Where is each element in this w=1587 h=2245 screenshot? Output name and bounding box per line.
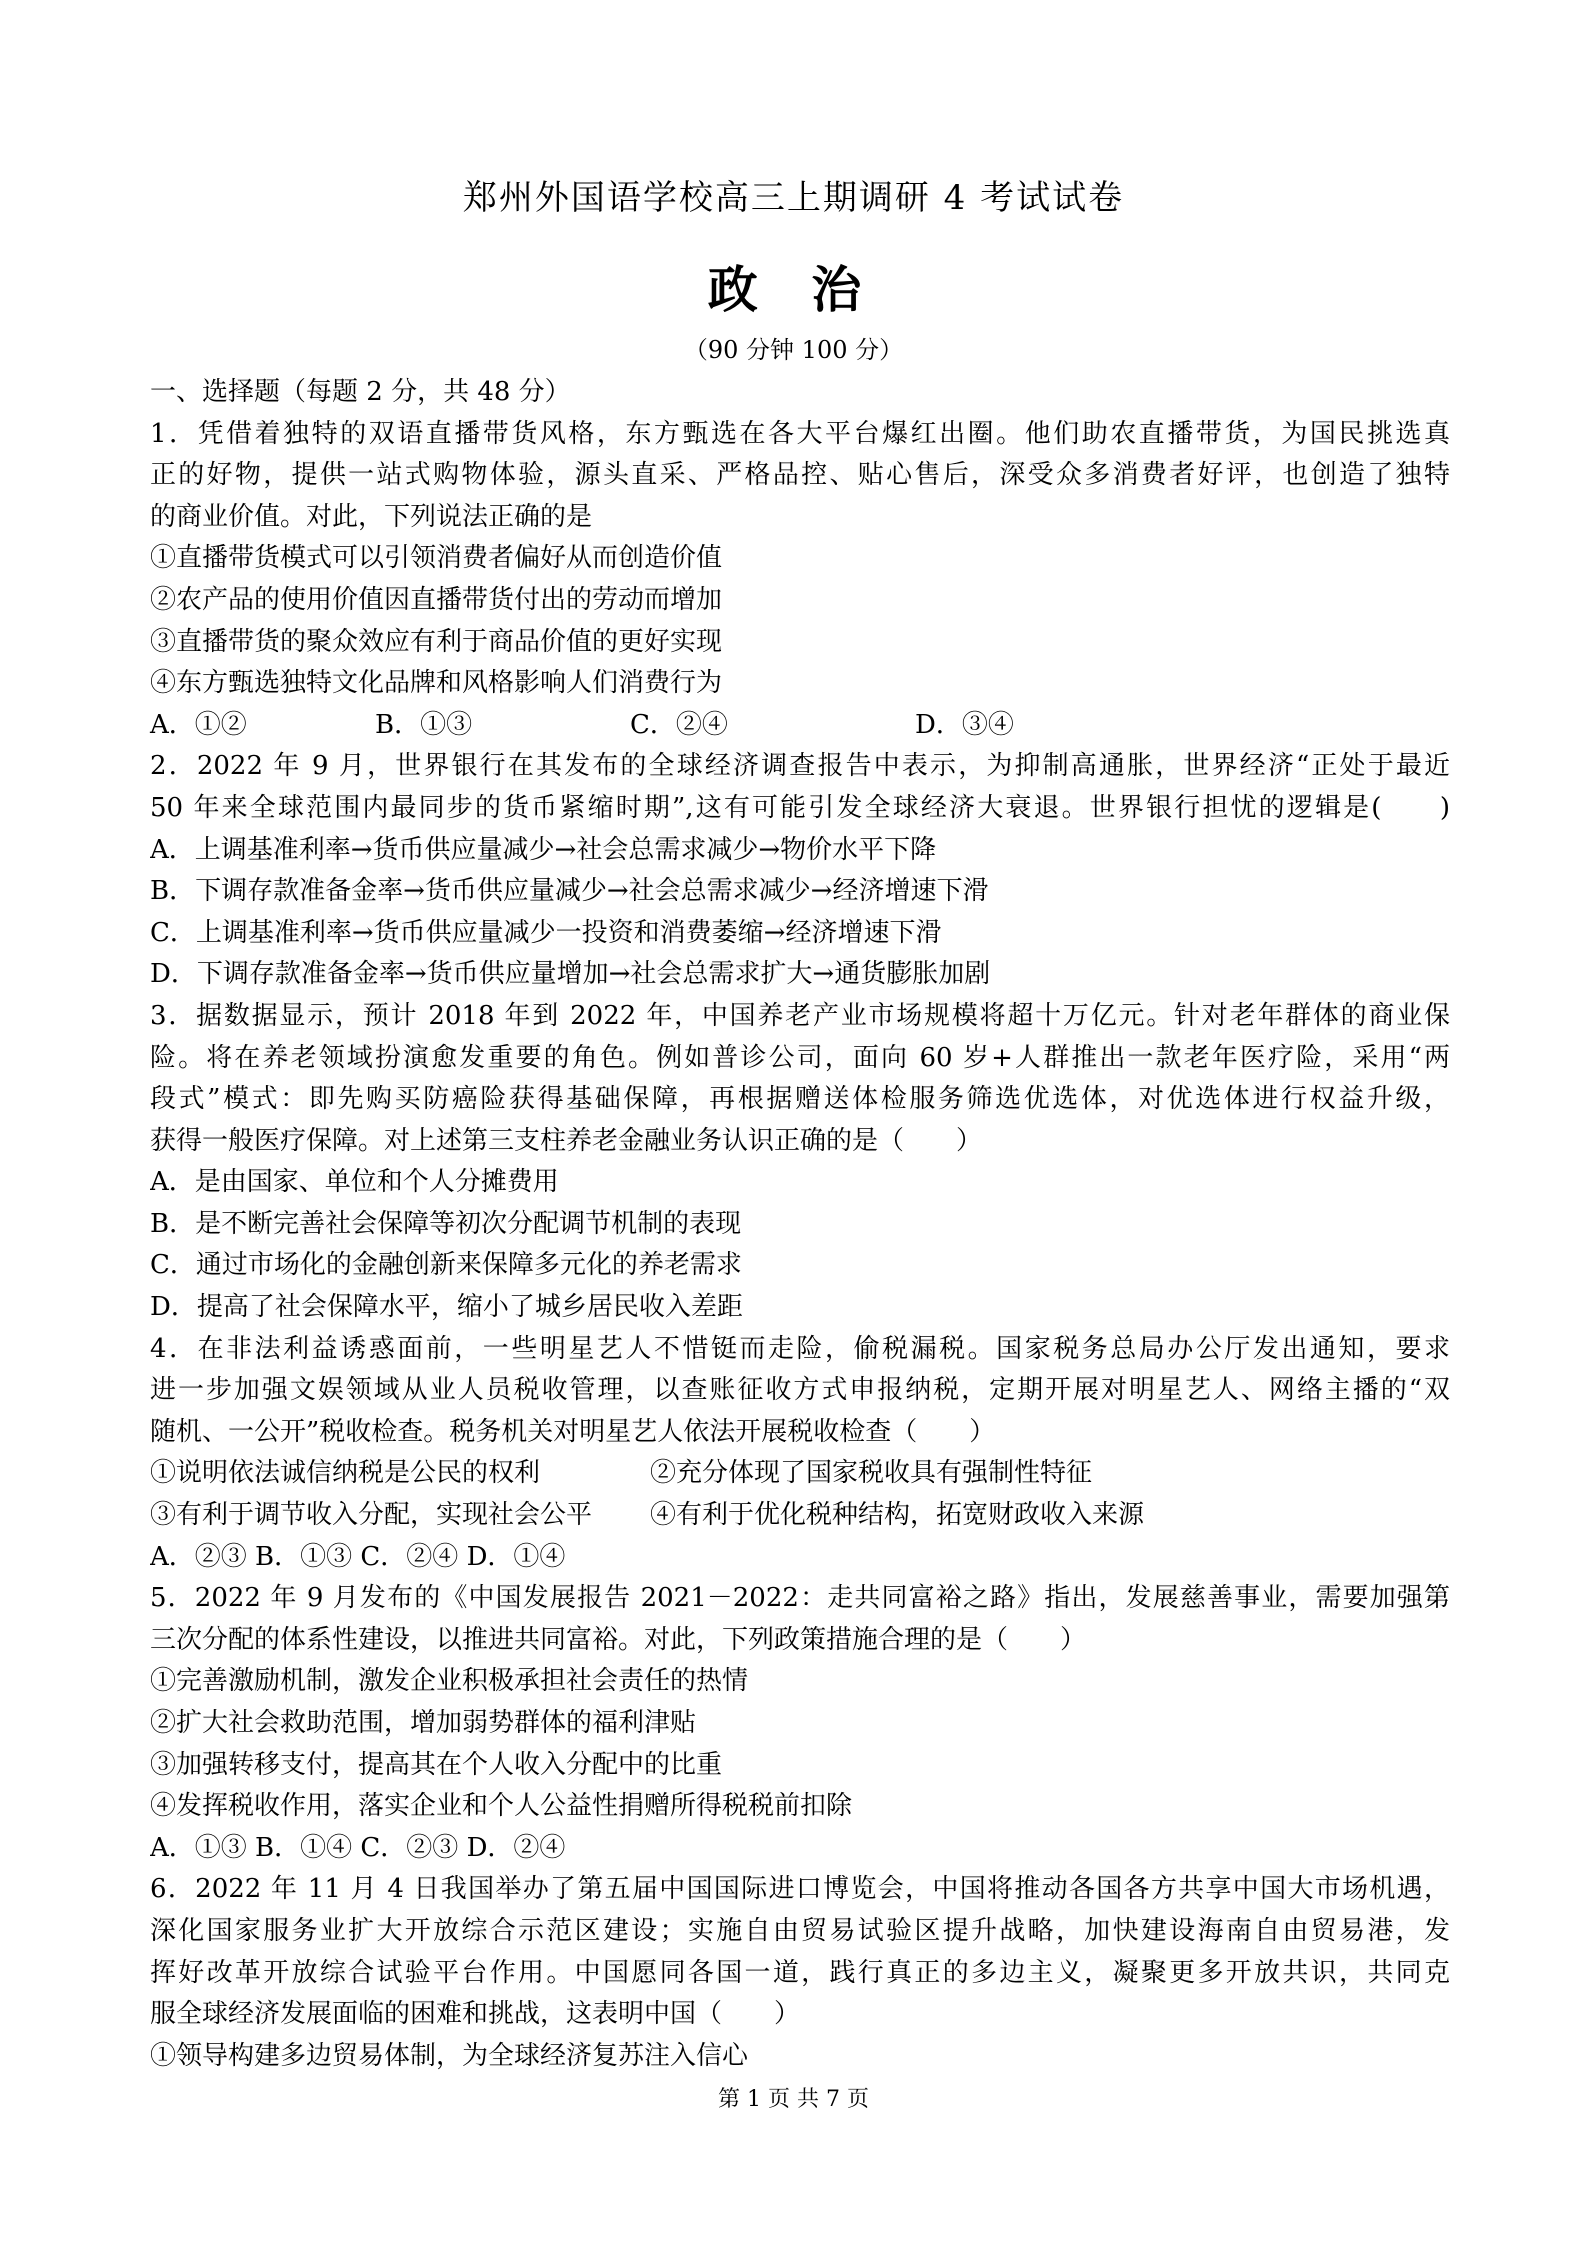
statement-item: ③有利于调节收入分配，实现社会公平: [150, 1500, 593, 1531]
question-4: [150, 1329, 1450, 1579]
question-stem-line: 的商业价值。对此，下列说法正确的是: [150, 501, 593, 532]
statement-item: ④有利于优化税种结构，拓宽财政收入来源: [650, 1500, 1145, 1531]
choice-c: C．上调基准利率→货币供应量减少一投资和消费萎缩→经济增速下滑: [150, 917, 942, 948]
option-a: A．①②: [150, 709, 247, 740]
statement-row: [150, 1495, 1450, 1537]
statement-item: ①完善激励机制，激发企业积极承担社会责任的热情: [150, 1666, 749, 1697]
choice-b: B．是不断完善社会保障等初次分配调节机制的表现: [150, 1208, 742, 1239]
question-stem-line: 挥好改革开放综合试验平台作用。中国愿同各国一道，践行真正的多边主义，凝聚更多开放共识，共同克: [150, 1957, 1450, 1988]
subject-title: 政 治: [707, 261, 880, 319]
question-2: [150, 746, 1450, 996]
statement-item: ①说明依法诚信纳税是公民的权利: [150, 1458, 541, 1489]
answer-options: A．①③ B．①④ C．②③ D．②④: [150, 1832, 566, 1863]
answer-options: A．②③ B．①③ C．②④ D．①④: [150, 1541, 566, 1572]
statement-item: ①领导构建多边贸易体制，为全球经济复苏注入信心: [150, 2040, 749, 2071]
question-stem-line: 3．据数据显示，预计 2018 年到 2022 年，中国养老产业市场规模将超十万亿元。针对老年群体的商业保: [150, 1000, 1450, 1031]
option-b: B．①③: [375, 709, 473, 740]
question-stem-line: 段式”模式：即先购买防癌险获得基础保障，再根据赠送体检服务筛选优选体，对优选体进行权益升级，: [150, 1084, 1450, 1115]
question-1: [150, 414, 1450, 747]
question-stem-line: 获得一般医疗保障。对上述第三支柱养老金融业务认识正确的是（ ）: [150, 1125, 983, 1156]
choice-d: D．下调存款准备金率→货币供应量增加→社会总需求扩大→通货膨胀加剧: [150, 959, 991, 990]
choice-c: C．通过市场化的金融创新来保障多元化的养老需求: [150, 1250, 742, 1281]
statement-item: ④东方甄选独特文化品牌和风格影响人们消费行为: [150, 668, 723, 699]
question-6: [150, 1869, 1450, 2077]
time-score-info: （90 分钟 100 分）: [683, 336, 904, 364]
option-d: D．③④: [915, 709, 1014, 740]
section-heading: 一、选择题（每题 2 分，共 48 分）: [150, 377, 571, 407]
statement-row: [150, 1453, 1450, 1495]
question-stem-line: 50 年来全球范围内最同步的货币紧缩时期”,这有可能引发全球经济大衰退。世界银行担忧的逻辑是( ): [150, 792, 1450, 823]
question-stem-line: 服全球经济发展面临的困难和挑战，这表明中国（ ）: [150, 1999, 801, 2030]
choice-d: D．提高了社会保障水平，缩小了城乡居民收入差距: [150, 1292, 743, 1323]
statement-item: ③加强转移支付，提高其在个人收入分配中的比重: [150, 1749, 723, 1780]
question-stem-line: 进一步加强文娱领域从业人员税收管理，以查账征收方式申报纳税，定期开展对明星艺人、网络主播的“双: [150, 1375, 1450, 1406]
question-stem-line: 5．2022 年 9 月发布的《中国发展报告 2021－2022：走共同富裕之路》指出，发展慈善事业，需要加强第: [150, 1583, 1450, 1614]
choice-a: A．上调基准利率→货币供应量减少→社会总需求减少→物价水平下降: [150, 834, 937, 865]
option-c: C．②④: [630, 709, 728, 740]
question-stem-line: 深化国家服务业扩大开放综合示范区建设；实施自由贸易试验区提升战略，加快建设海南自由贸易港，发: [150, 1915, 1450, 1946]
question-stem-line: 2．2022 年 9 月，世界银行在其发布的全球经济调查报告中表示，为抑制高通胀，世界经济“正处于最近: [150, 751, 1450, 782]
exam-content: [150, 372, 1450, 2077]
question-stem-line: 三次分配的体系性建设，以推进共同富裕。对此，下列政策措施合理的是（ ）: [150, 1624, 1087, 1655]
statement-item: ④发挥税收作用，落实企业和个人公益性捐赠所得税税前扣除: [150, 1791, 853, 1822]
question-stem-line: 6．2022 年 11 月 4 日我国举办了第五届中国国际进口博览会，中国将推动各国各方共享中国大市场机遇，: [150, 1874, 1450, 1905]
question-5: [150, 1578, 1450, 1869]
school-exam-title: 郑州外国语学校高三上期调研 4 考试试卷: [462, 178, 1125, 218]
statement-item: ②充分体现了国家税收具有强制性特征: [650, 1458, 1093, 1489]
statement-item: ③直播带货的聚众效应有利于商品价值的更好实现: [150, 626, 723, 657]
question-3: [150, 996, 1450, 1329]
choice-a: A．是由国家、单位和个人分摊费用: [150, 1167, 559, 1198]
question-stem-line: 险。将在养老领域扮演愈发重要的角色。例如普诊公司，面向 60 岁+人群推出一款老年医疗险，采用“两: [150, 1042, 1450, 1073]
choice-b: B．下调存款准备金率→货币供应量减少→社会总需求减少→经济增速下滑: [150, 876, 989, 907]
statement-item: ①直播带货模式可以引领消费者偏好从而创造价值: [150, 543, 723, 574]
question-stem-line: 正的好物，提供一站式购物体验，源头直采、严格品控、贴心售后，深受众多消费者好评，也创造了独特: [150, 460, 1450, 491]
question-stem-line: 4．在非法利益诱惑面前，一些明星艺人不惜铤而走险，偷税漏税。国家税务总局办公厅发出通知，要求: [150, 1333, 1450, 1364]
statement-item: ②扩大社会救助范围，增加弱势群体的福利津贴: [150, 1708, 697, 1738]
question-stem-line: 随机、一公开”税收检查。税务机关对明星艺人依法开展税收检查（ ）: [150, 1416, 996, 1447]
answer-options: [150, 705, 1450, 747]
statement-item: ②农产品的使用价值因直播带货付出的劳动而增加: [150, 584, 723, 615]
question-stem-line: 1．凭借着独特的双语直播带货风格，东方甄选在各大平台爆红出圈。他们助农直播带货，为国民挑选真: [150, 418, 1450, 449]
page-number-footer: 第 1 页 共 7 页: [718, 2087, 869, 2112]
